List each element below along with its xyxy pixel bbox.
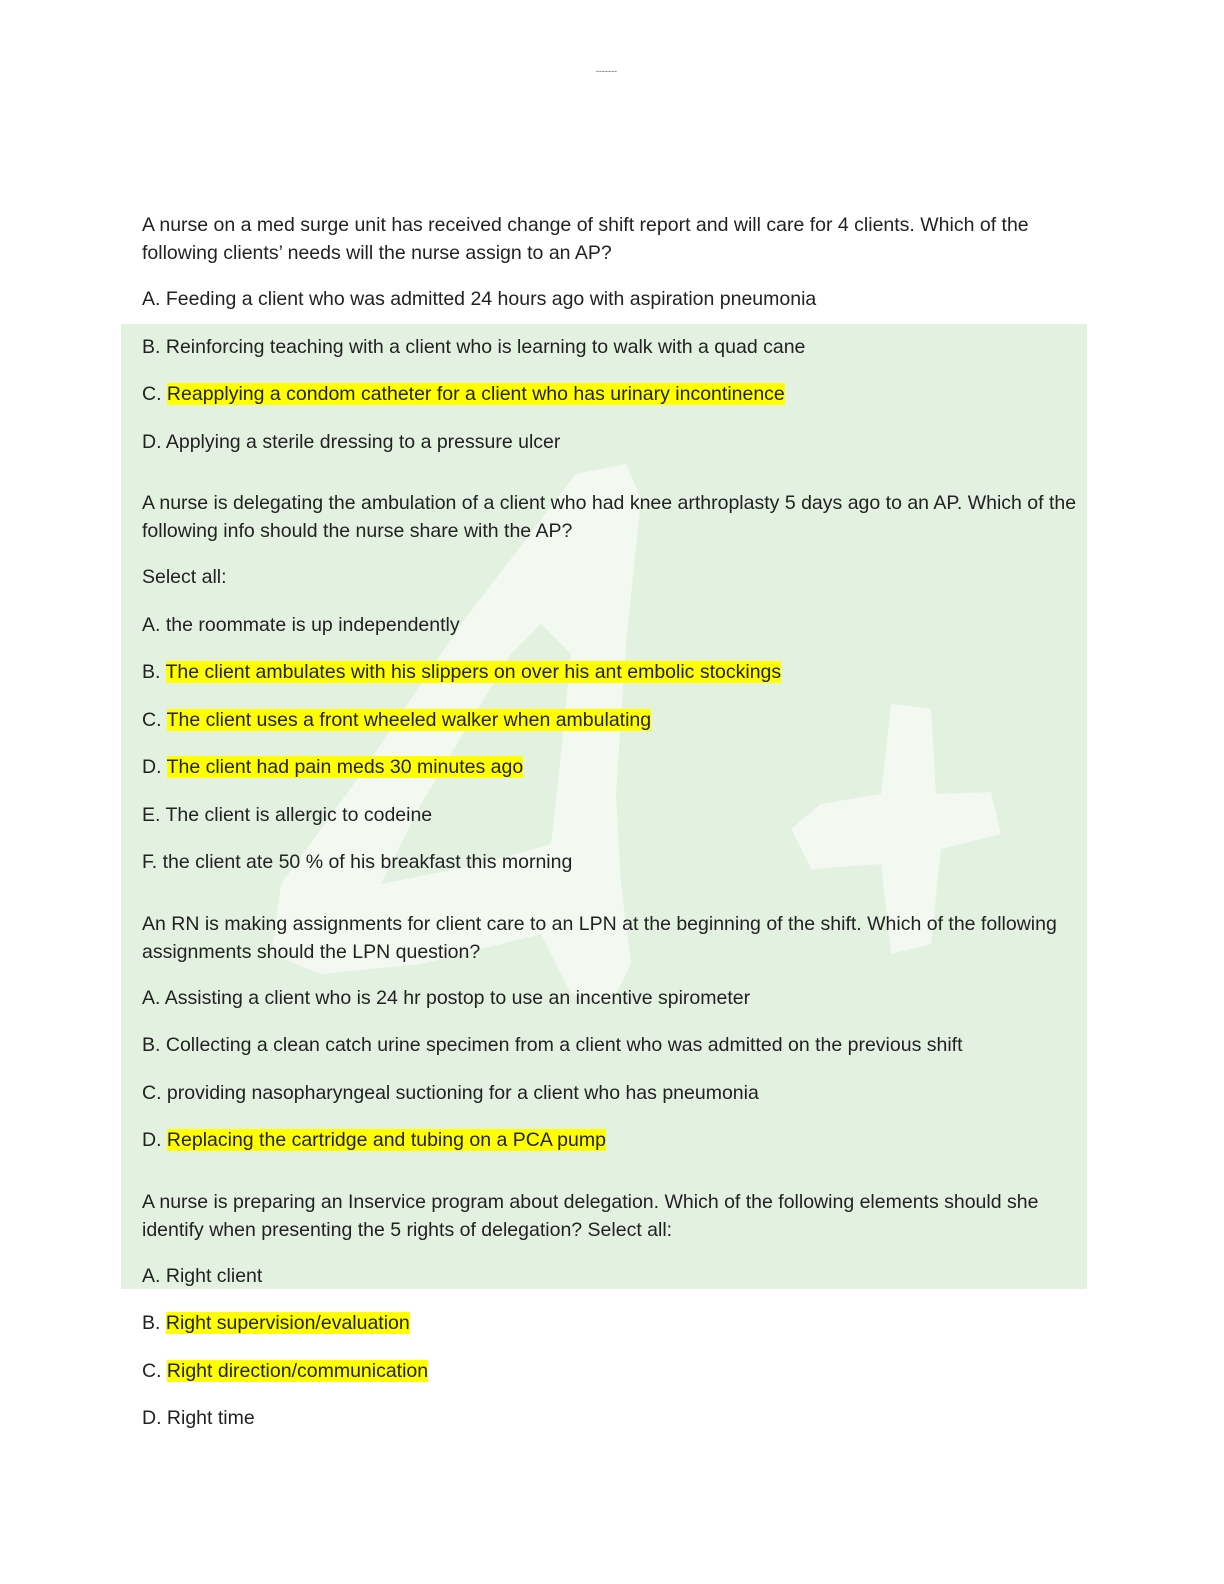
option-text: Right time — [166, 1407, 255, 1429]
option-text: Feeding a client who was admitted 24 hours ago with aspiration pneumonia — [165, 288, 817, 310]
question-stem: A nurse is preparing an Inservice program about delegation. Which of the following elements should she identify when presenting the 5 rights of delegation? Select all: — [142, 1190, 1039, 1241]
answer-option — [142, 1126, 1082, 1154]
option-letter: B. — [142, 335, 161, 358]
option-text-highlighted: The client ambulates with his slippers on over his ant embolic stockings — [165, 661, 782, 683]
answer-option — [142, 380, 1082, 408]
answer-option — [142, 801, 1082, 829]
option-letter: C. — [142, 383, 162, 405]
header-mark: ------- — [596, 66, 617, 76]
answer-option — [142, 428, 1082, 456]
option-text: Reinforcing teaching with a client who is learning to walk with a quad cane — [165, 335, 806, 358]
answer-option — [142, 658, 1082, 686]
option-text-highlighted: The client uses a front wheeled walker when ambulating — [166, 708, 652, 731]
option-letter: B. — [142, 1034, 161, 1056]
option-text: The client is allergic to codeine — [165, 803, 433, 826]
answer-option — [142, 984, 1082, 1012]
option-letter: A. — [142, 986, 161, 1009]
option-letter: A. — [142, 613, 161, 636]
question-block — [142, 896, 1082, 1155]
option-letter: B. — [142, 1312, 161, 1334]
option-text: the roommate is up independently — [165, 613, 460, 636]
option-letter: A. — [142, 1264, 161, 1287]
question-block — [142, 475, 1082, 876]
answer-option — [142, 1309, 1082, 1337]
option-text: providing nasopharyngeal suctioning for a client who has pneumonia — [166, 1081, 759, 1104]
option-letter: D. — [142, 1407, 162, 1429]
answer-option — [142, 1357, 1082, 1385]
option-text-highlighted: Replacing the cartridge and tubing on a PCA pump — [166, 1129, 606, 1151]
answer-option — [142, 848, 1082, 876]
answer-option — [142, 285, 1082, 313]
option-text: Collecting a clean catch urine specimen from a client who was admitted on the previous shift — [165, 1034, 963, 1056]
option-letter: E. — [142, 803, 161, 826]
option-letter: C. — [142, 1081, 162, 1104]
option-letter: F. — [142, 851, 158, 873]
answer-option — [142, 1404, 1082, 1432]
question-stem: An RN is making assignments for client care to an LPN at the beginning of the shift. Which of the following assignments should the LPN question? — [142, 912, 1057, 963]
option-text-highlighted: Right direction/communication — [166, 1359, 429, 1382]
option-text: the client ate 50 % of his breakfast this morning — [162, 851, 573, 873]
option-text-highlighted: Reapplying a condom catheter for a client who has urinary incontinence — [166, 383, 785, 405]
answer-option — [142, 1079, 1082, 1107]
answer-option — [142, 1262, 1082, 1290]
answer-option — [142, 753, 1082, 781]
option-letter: A. — [142, 288, 161, 310]
question-stem: A nurse on a med surge unit has received change of shift report and will care for 4 clients. Which of the following clients’ needs will the nurse assign to an AP? — [142, 214, 1029, 264]
option-text-highlighted: The client had pain meds 30 minutes ago — [166, 756, 524, 778]
question-stem: A nurse is delegating the ambulation of a client who had knee arthroplasty 5 days ago to an AP. Which of the following info should the nurse share with the AP? — [142, 492, 1077, 542]
question-instruction: Select all: — [142, 566, 227, 588]
option-text: Right client — [165, 1264, 263, 1287]
option-text-highlighted: Right supervision/evaluation — [165, 1312, 410, 1334]
question-block — [142, 211, 1082, 456]
option-text: Applying a sterile dressing to a pressure ulcer — [165, 430, 561, 453]
option-text: Assisting a client who is 24 hr postop to use an incentive spirometer — [164, 986, 751, 1009]
document-body — [142, 211, 1082, 1452]
option-letter: D. — [142, 1129, 162, 1151]
option-letter: D. — [142, 430, 162, 453]
answer-option — [142, 1031, 1082, 1059]
option-letter: C. — [142, 1359, 162, 1382]
option-letter: D. — [142, 756, 162, 778]
option-letter: C. — [142, 708, 162, 731]
question-block — [142, 1174, 1082, 1433]
answer-option — [142, 611, 1082, 639]
answer-option — [142, 333, 1082, 361]
option-letter: B. — [142, 661, 161, 683]
answer-option — [142, 706, 1082, 734]
